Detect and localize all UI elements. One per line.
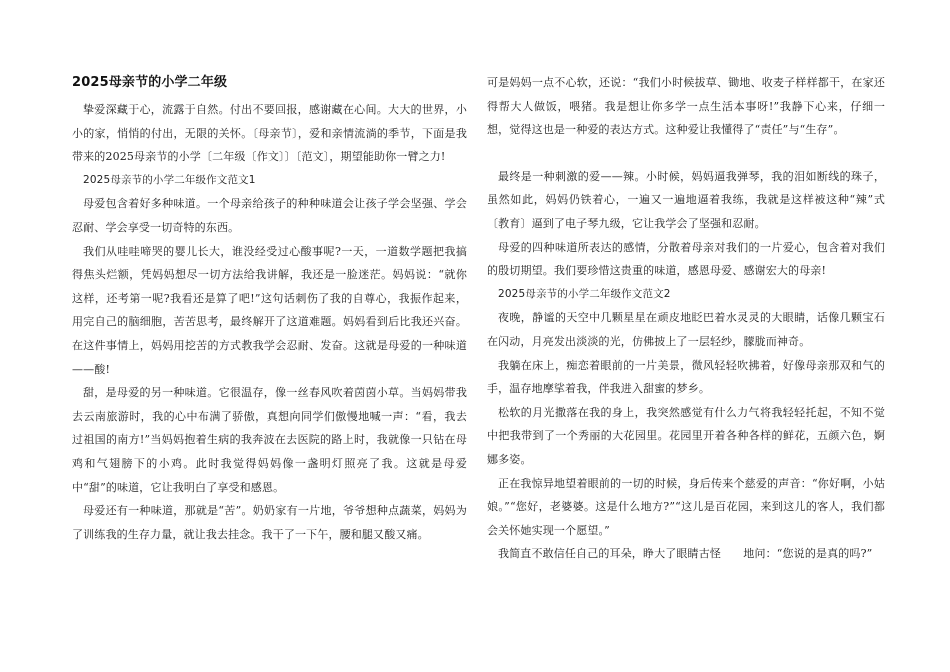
paragraph: 松软的月光撒落在我的身上，我突然感觉有什么力气将我轻轻托起，不知不觉中把我带到了一个秀丽的大花园里。花园里开着各种各样的鲜花，五颜六色，婀娜多姿。	[487, 405, 885, 466]
intro-paragraph: 挚爱深藏于心，流露于自然。付出不要回报，感谢藏在心间。大大的世界，小小的家，悄悄的付出，无限的关怀。〔母亲节〕，爱和亲情流淌的季节，下面是我带来的2025母亲节的小学〔二年级〔作文〕〕〔范文〕，期望能助你一臂之力!	[72, 103, 467, 164]
left-column	[72, 72, 467, 546]
paragraph: 我躺在床上，痴恋着眼前的一片美景，微风轻轻吹拂着，好像母亲那双和气的手，温存地摩挲着我，伴我进入甜蜜的梦乡。	[487, 358, 885, 396]
right-column	[487, 71, 885, 566]
paragraph: 夜晚，静谧的天空中几颗星星在顽皮地眨巴着水灵灵的大眼睛，话像几颗宝石在闪动，月亮发出淡淡的光，仿佛披上了一层轻纱，朦胧而神奇。	[487, 311, 885, 348]
essay-1-heading: 2025母亲节的小学二年级作文范文1	[83, 173, 256, 186]
paragraph: 我简直不敢信任自己的耳朵，睁大了眼睛古怪 地问：“您说的是真的吗?”	[498, 547, 873, 561]
essay-2-heading: 2025母亲节的小学二年级作文范文2	[498, 287, 671, 300]
document-title: 2025母亲节的小学二年级	[72, 75, 228, 90]
paragraph: 母爱的四种味道所表达的感情，分散着母亲对我们的一片爱心，包含着对我们的殷切期望。我们要珍惜这贵重的味道，感恩母爱、感谢宏大的母亲!	[487, 240, 885, 278]
paragraph: 我们从哇哇啼哭的婴儿长大，谁没经受过心酸事呢?一天，一道数学题把我搞得焦头烂额，凭妈妈想尽一切方法给我讲解，我还是一脸迷茫。妈妈说：“就你这样，还考第一呢?我看还是算了吧!”这句话刺伤了我的自尊心，我振作起来，用完自己的脑细胞，苦苦思考，最终解开了这道难题。妈妈看到后比我还兴奋。在这件事情上，妈妈用挖苦的方式教我学会忍耐、发奋。这就是母爱的一种味道——酸!	[72, 244, 467, 376]
paragraph: 母爱还有一种味道，那就是“苦”。奶奶家有一片地，爷爷想种点蔬菜，妈妈为了训练我的生存力量，就让我去挂念。我干了一下午，腰和腿又酸又痛。	[72, 504, 467, 541]
paragraph: 最终是一种刺激的爱——辣。小时候，妈妈逼我弹琴，我的泪如断线的珠子，虽然如此，妈妈仍铁着心，一遍又一遍地逼着我练，我就是这样被这种“辣”式〔教育〕逼到了电子琴九级，它让我学会了坚强和忍耐。	[487, 169, 885, 230]
paragraph: 正在我惊异地望着眼前的一切的时候，身后传来个慈爱的声音：“你好啊，小姑娘。”“您好，老婆婆。这是什么地方?”“这儿是百花园，来到这儿的客人，我们都会关怀她实现一个愿望。”	[487, 476, 885, 537]
paragraph: 可是妈妈一点不心软，还说：“我们小时候拔草、锄地、收麦子样样都干，在家还得帮大人做饭，喂猪。我是想让你多学一点生活本事呀!”我静下心来，仔细一想，觉得这也是一种爱的表达方式。这种爱让我懂得了“责任”与“生存”。	[487, 76, 885, 137]
paragraph: 母爱包含着好多种味道。一个母亲给孩子的种种味道会让孩子学会坚强、学会忍耐、学会享受一切奇特的东西。	[72, 197, 467, 234]
paragraph-spacer	[487, 142, 885, 165]
paragraph: 甜，是母爱的另一种味道。它很温存，像一丝春风吹着茵茵小草。当妈妈带我去云南旅游时，我的心中布满了骄傲，真想向同学们傲慢地喊一声：“看，我去过祖国的南方!”当妈妈抱着生病的我奔波在去医院的路上时，我就像一只钻在母鸡和气翅膀下的小鸡。此时我觉得妈妈像一盏明灯照亮了我。这就是母爱中“甜”的味道，它让我明白了享受和感恩。	[72, 386, 467, 494]
